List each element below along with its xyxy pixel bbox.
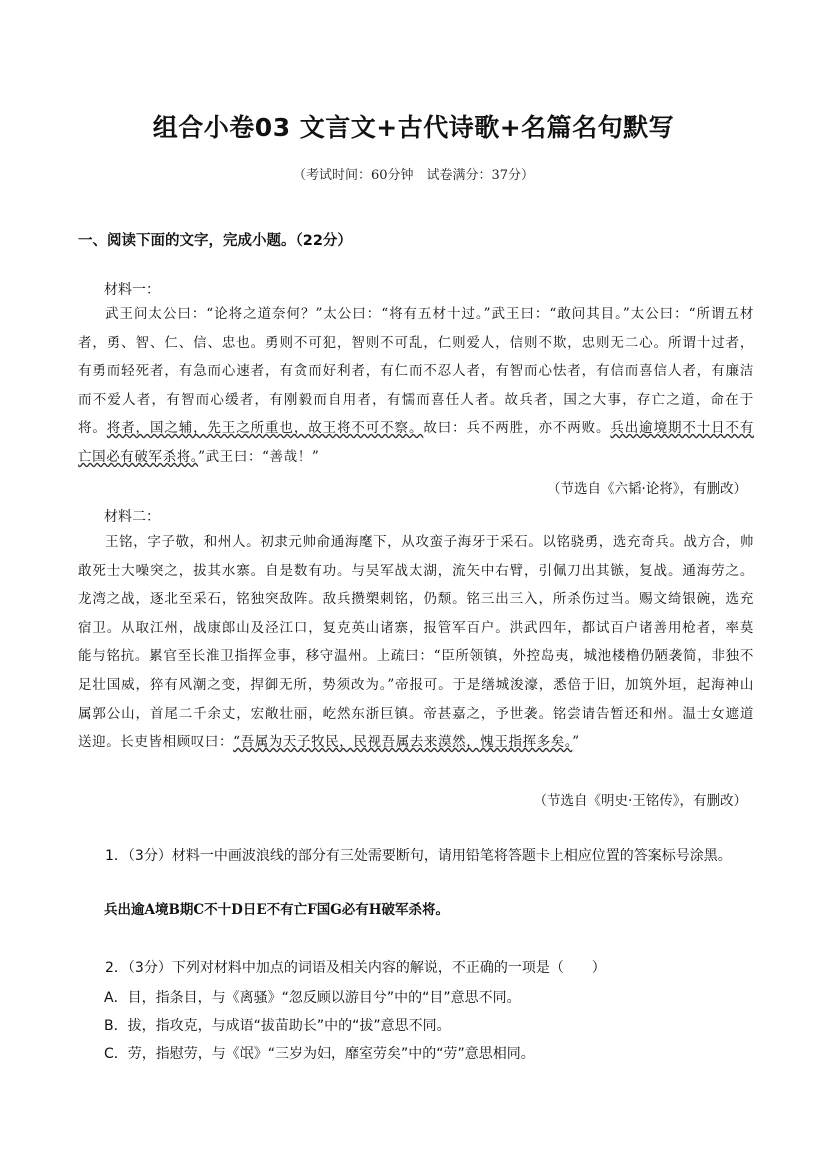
question-2-option-c: C．劳，指慰劳，与《氓》“三岁为妇，靡室劳矣”中的“劳”意思相同。 xyxy=(104,1046,535,1062)
question-1-answer: 兵出逾A境B期C不十D日E不有亡F国G必有H破军杀将。 xyxy=(104,902,449,918)
section-heading: 一、阅读下面的文字，完成小题。（22分） xyxy=(78,233,352,249)
question-2: 2．（3分）下列对材料中加点的词语及相关内容的解说，不正确的一项是（ ） xyxy=(105,960,606,976)
material2-text xyxy=(78,528,754,757)
material1-text-a: 武王问太公曰：“论将之道奈何？”太公曰：“将有五材十过。”武王曰：“敢问其目。”太公曰：“所谓五材者，勇、智、仁、信、忠也。勇则不可犯，智则不可乱，仁则爱人，信则不欺，忠则无二心。所谓十过者，有勇而轻死者，有急而心速者，有贪而好利者，有仁而不忍人者，有智而心怯者，有信而喜信人者，有廉洁而不爱人者，有智而心缓者，有刚毅而自用者，有懦而喜任人者。故兵者，国之大事，存亡之道，命在于将。 xyxy=(78,306,754,437)
material2-text-b: ” xyxy=(572,734,580,751)
page-title: 组合小卷03 文言文+古代诗歌+名篇名句默写 xyxy=(152,113,675,142)
question-1: 1．（3分）材料一中画波浪线的部分有三处需要断句，请用铅笔将答题卡上相应位置的答案标号涂黑。 xyxy=(105,848,732,864)
material1-text-b: 故曰：兵不两胜，亦不两败。 xyxy=(423,420,611,437)
question-2-option-a: A．目，指条目，与《离骚》“忽反顾以游目兮”中的“目”意思不同。 xyxy=(104,990,521,1006)
question-2-option-b: B．拔，指攻克，与成语“拔苗助长”中的“拔”意思不同。 xyxy=(104,1018,451,1034)
material1-label: 材料一： xyxy=(104,282,160,298)
material2-text-a: 王铭，字子敬，和州人。初隶元帅俞通海麾下，从攻蛮子海牙于采石。以铭骁勇，选充奇兵。战方合，帅敢死士大噪突之，拔其水寨。自是数有功。与吴军战太湖，流矢中右臂，引佩刀出其镞，复战。通海劳之。龙湾之战，逐北至采石，铭独突敌阵。敌兵攒槊刺铭，仍颓。铭三出三入，所杀伤过当。赐文绮银碗，选充宿卫。从取江州，战康郎山及泾江口，复克英山诸寨，报管军百户。洪武四年，都试百户诸善用枪者，率莫能与铭抗。累官至长淮卫指挥佥事，移守温州。上疏曰：“臣所领镇，外控岛夷，城池楼橹仍陋袭简，非独不足壮国威，猝有风潮之变，捍御无所，势须改为。”帝报可。于是缮城浚濠，悉倍于旧，加筑外垣，起海神山属郭公山，首尾二千余丈，宏敞壮丽，屹然东浙巨镇。帝甚嘉之，予世袭。铭尝请告暂还和州。温士女遮道送迎。长吏皆相顾叹曰： xyxy=(78,534,754,751)
exam-info: （考试时间：60分钟 试卷满分：37分） xyxy=(292,168,535,183)
material1-underline-a: 将者，国之辅，先王之所重也，故王将不可不察。 xyxy=(106,420,424,437)
material1-underline-b: 兵出逾境期不十日不有亡国必有破军杀将。 xyxy=(78,420,755,465)
material2-underline-a: “吾属为天子牧民，民视吾属去来漠然，愧王指挥多矣。 xyxy=(233,734,573,751)
material1-text-c: ”武王曰：“善哉！” xyxy=(198,448,320,465)
material1-text xyxy=(78,300,754,472)
material2-source: （节选自《明史·王铭传》，有删改） xyxy=(533,793,747,809)
material2-label: 材料二： xyxy=(104,509,160,525)
material1-source: （节选自《六韬·论将》，有删改） xyxy=(546,481,747,497)
